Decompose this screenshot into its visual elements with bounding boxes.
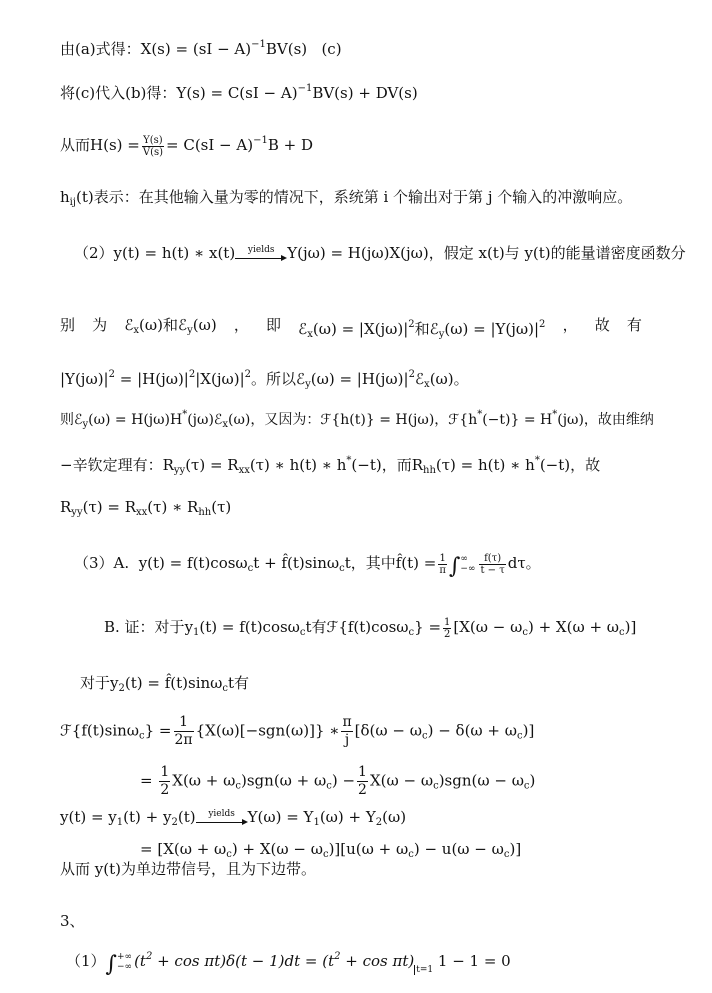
symbol: )sgn(ω + ω — [241, 771, 327, 790]
upper-limit: +∞ — [117, 952, 133, 962]
line-2 — [60, 78, 418, 104]
symbol: |X(jω)| — [195, 370, 245, 388]
fraction — [438, 553, 447, 576]
subscript: c — [235, 780, 241, 792]
line-9 — [60, 450, 600, 482]
symbol: (t) = f(t)cosω — [199, 618, 300, 636]
subscript: y — [187, 325, 193, 336]
symbol: (t — [134, 952, 146, 970]
subscript: y — [82, 419, 89, 430]
symbol: (τ) ∗ R — [147, 498, 199, 516]
subscript: hh — [423, 465, 436, 476]
text: −辛钦定理有：R — [60, 456, 174, 474]
section-number — [60, 910, 85, 932]
item-number: （1） — [66, 952, 106, 970]
arrow-icon — [235, 255, 287, 263]
subscript: 2 — [118, 683, 125, 694]
denominator: V(s) — [142, 146, 163, 158]
arrow-icon — [196, 819, 248, 827]
equation: Y(s) = C(sI − A) — [176, 84, 298, 102]
denominator: 2 — [160, 782, 170, 798]
equation — [124, 314, 216, 346]
text: 对于 — [80, 674, 111, 692]
subscript: yy — [71, 507, 83, 518]
line-10 — [60, 496, 231, 524]
subscript: x — [307, 329, 313, 340]
symbol: = — [140, 771, 153, 790]
superscript: 2 — [244, 369, 251, 380]
subscript: c — [226, 849, 232, 860]
subscript: c — [523, 780, 530, 792]
symbol: (−t)} = H — [482, 412, 553, 428]
symbol: {X(ω)[−sgn(ω)]} ∗ — [195, 721, 340, 740]
line-3 — [60, 130, 313, 158]
symbol: )] — [509, 840, 522, 858]
text: 从而 y(t)为单边带信号，且为下边带。 — [60, 860, 316, 878]
superscript: 2 — [539, 319, 546, 330]
symbol: y(t) = y — [60, 808, 117, 826]
subscript: y — [305, 379, 311, 390]
symbol: (jω)ℰ — [187, 412, 223, 428]
superscript: −1 — [253, 135, 268, 146]
integral-icon: ∫ — [448, 554, 461, 579]
subscript: x — [424, 379, 430, 390]
equation: = C(sI − A) — [166, 136, 254, 154]
line-5 — [74, 242, 686, 264]
symbol: ℰ — [414, 370, 425, 388]
fraction — [479, 553, 505, 576]
subscript: c — [247, 563, 254, 574]
symbol: (ω) = |Y(jω)| — [444, 320, 540, 338]
numerator: 1 — [358, 764, 367, 780]
symbol: (t) — [177, 808, 196, 826]
symbol: )sgn(ω − ω — [438, 771, 524, 790]
lower-limit: −∞ — [117, 962, 133, 972]
superscript: * — [552, 409, 558, 420]
integral-icon: ∫ — [105, 952, 118, 977]
denominator: π — [439, 564, 446, 576]
subscript: ij — [69, 197, 76, 208]
denominator: 2 — [444, 628, 451, 640]
subscript: hh — [198, 507, 212, 518]
superscript: 2 — [188, 369, 196, 380]
text: B. 证：对于 — [104, 618, 185, 636]
symbol: ℰ — [124, 316, 134, 334]
numerator: 1 — [160, 764, 170, 780]
text: t有 — [228, 674, 250, 692]
symbol: (τ) ∗ h(t) ∗ h — [249, 456, 347, 474]
equation: BV(s) — [265, 40, 308, 58]
subscript: c — [433, 780, 439, 792]
symbol: )][u(ω + ω — [328, 840, 409, 858]
text: 将(c)代入(b)得： — [60, 84, 177, 102]
integral-limits — [117, 952, 132, 972]
numerator: 1 — [174, 714, 194, 732]
arrow-label: yields — [247, 244, 275, 255]
text: dτ。 — [507, 554, 541, 572]
subscript: x — [133, 325, 140, 336]
symbol: (ω) — [192, 316, 217, 334]
symbol: (ω) = H(jω)H — [88, 412, 183, 428]
symbol: (ω) — [382, 808, 407, 826]
symbol: [δ(ω − ω — [354, 721, 422, 740]
symbol: R — [60, 498, 72, 516]
item-number: （3）A. — [74, 554, 130, 572]
symbol: y — [110, 674, 119, 692]
denominator: t − τ — [480, 564, 505, 576]
subscript: 1 — [193, 627, 200, 638]
line-1 — [60, 34, 342, 60]
symbol: = [X(ω + ω — [140, 840, 227, 858]
symbol: Y(ω) = Y — [247, 808, 314, 826]
symbol: h — [60, 188, 70, 206]
symbol: )] — [522, 721, 535, 740]
symbol: } = — [144, 721, 172, 740]
subscript: c — [222, 683, 228, 694]
fraction — [159, 764, 170, 799]
subscript: 1 — [313, 817, 320, 828]
fraction — [443, 617, 451, 640]
numerator: 1 — [444, 616, 451, 628]
line-7 — [60, 364, 469, 396]
subscript: 2 — [171, 817, 178, 828]
denominator: 2 — [358, 782, 367, 798]
symbol: = |H(jω)| — [114, 370, 189, 388]
superscript: * — [477, 409, 483, 420]
symbol: (ω) + Y — [319, 808, 376, 826]
line-8 — [60, 404, 654, 436]
superscript: * — [346, 455, 352, 466]
line-20 — [66, 946, 511, 981]
symbol: ) − — [331, 771, 356, 790]
line-12 — [104, 616, 636, 644]
numerator: f(τ) — [479, 553, 505, 565]
subscript: c — [517, 730, 523, 742]
text: 故 — [594, 316, 610, 334]
superscript: 2 — [408, 369, 415, 380]
symbol: (t) + y — [123, 808, 172, 826]
subscript: yy — [173, 465, 186, 476]
fraction — [174, 714, 194, 749]
text: 。所以ℰ — [251, 370, 306, 388]
text: (t)表示：在其他输入量为零的情况下，系统第 i 个输出对于第 j 个输入的冲激响应。 — [75, 188, 633, 206]
evaluation-subscript: t=1 — [416, 965, 434, 975]
superscript: 2 — [145, 951, 153, 962]
text: (jω)，故由维纳 — [557, 412, 654, 428]
denominator: 2π — [174, 732, 193, 748]
subscript: xx — [238, 465, 250, 476]
line-16 — [60, 806, 406, 834]
symbol: ) + X(ω − ω — [231, 840, 323, 858]
equation-tag: (c) — [321, 40, 342, 58]
symbol: (ω)。 — [429, 370, 469, 388]
yields-arrow — [196, 810, 248, 827]
text: (ω)，又因为：ℱ{h(t)} = H(jω)，ℱ{h — [228, 412, 478, 428]
text: (−t)，而R — [351, 456, 424, 474]
text: ， — [233, 316, 249, 334]
integral-limits — [460, 554, 475, 574]
superscript: 2 — [108, 369, 115, 380]
equation: Y(jω) = H(jω)X(jω) — [287, 244, 429, 262]
subscript: 1 — [116, 817, 124, 828]
equation: y(t) = h(t) ∗ x(t) — [113, 244, 236, 262]
text: ， — [562, 316, 578, 334]
text: 为 — [92, 316, 108, 334]
subscript: c — [299, 627, 306, 638]
upper-limit: ∞ — [460, 554, 468, 564]
fraction — [341, 714, 352, 749]
subscript: c — [503, 849, 510, 860]
line-13 — [80, 672, 249, 700]
subscript: c — [139, 730, 145, 742]
numerator: π — [342, 714, 352, 730]
symbol: X(ω + ω — [172, 771, 236, 790]
subscript: c — [619, 627, 625, 638]
superscript: −1 — [297, 83, 313, 94]
text: 则ℰ — [60, 412, 83, 428]
text: 3、 — [60, 912, 85, 930]
text: t，其中f̂(t) = — [344, 554, 437, 572]
subscript: c — [421, 730, 428, 742]
line-14 — [60, 714, 534, 749]
symbol: (ω) = |X(jω)| — [312, 320, 409, 338]
text: 由(a)式得： — [60, 40, 141, 58]
equation: BV(s) + DV(s) — [312, 84, 418, 102]
subscript: xx — [136, 507, 148, 518]
subscript: 2 — [375, 817, 383, 828]
symbol: } = — [414, 618, 442, 636]
text: 有 — [626, 316, 642, 334]
numerator: 1 — [439, 552, 446, 564]
symbol: |Y(jω)| — [60, 370, 109, 388]
symbol: 和ℰ — [414, 320, 439, 338]
symbol: ) — [529, 771, 536, 790]
arrow-label: yields — [208, 808, 235, 819]
symbol: ) − δ(ω + ω — [427, 721, 518, 740]
yields-arrow — [235, 246, 287, 263]
numerator: Y(s) — [143, 134, 163, 146]
line-6 — [60, 314, 642, 346]
symbol: (τ) = R — [82, 498, 137, 516]
line-4 — [60, 186, 632, 214]
symbol: (τ) = h(t) ∗ h — [435, 456, 535, 474]
symbol: y — [184, 618, 194, 636]
equation: X(s) = (sI − A) — [140, 40, 252, 58]
symbol: )] — [624, 618, 637, 636]
symbol: (t) = f̂(t)sinω — [124, 674, 223, 692]
line-18 — [60, 858, 316, 880]
symbol: (ω) = |H(jω)| — [310, 370, 409, 388]
symbol: ℰ — [298, 320, 308, 338]
equation: t + f̂(t)sinω — [253, 554, 340, 572]
subscript: x — [222, 419, 229, 430]
text: 即 — [265, 316, 281, 334]
equation — [298, 314, 545, 346]
line-15 — [140, 764, 535, 799]
equation: H(s) = — [90, 136, 140, 154]
text: t有ℱ{f(t)cosω — [305, 618, 409, 636]
lower-limit: −∞ — [460, 564, 476, 574]
subscript: c — [522, 627, 528, 638]
symbol: 1 − 1 = 0 — [433, 952, 511, 970]
subscript: c — [408, 627, 415, 638]
symbol: (τ) = R — [185, 456, 239, 474]
symbol: ℱ{f(t)sinω — [60, 721, 140, 740]
superscript: 2 — [408, 319, 415, 330]
symbol: (τ) — [211, 498, 232, 516]
superscript: * — [182, 409, 188, 420]
superscript: 2 — [334, 951, 341, 962]
fraction — [357, 764, 368, 799]
subscript: c — [322, 849, 329, 860]
subscript: c — [339, 563, 345, 574]
text: (−t)，故 — [539, 456, 601, 474]
symbol: ) + X(ω + ω — [527, 618, 620, 636]
equation: B + D — [267, 136, 313, 154]
superscript: −1 — [251, 39, 266, 50]
fraction — [142, 135, 164, 158]
subscript: y — [438, 329, 445, 340]
line-11 — [74, 552, 541, 580]
superscript: * — [534, 455, 540, 466]
symbol: ) − u(ω − ω — [413, 840, 504, 858]
equation: y(t) = f(t)cosω — [138, 554, 248, 572]
subscript: c — [326, 780, 332, 792]
symbol: X(ω − ω — [369, 771, 434, 790]
item-number: （2） — [74, 244, 114, 262]
text: ，假定 x(t)与 y(t)的能量谱密度函数分 — [428, 244, 686, 262]
denominator: j — [344, 732, 350, 748]
symbol: [X(ω − ω — [453, 618, 523, 636]
symbol: (ω)和ℰ — [139, 316, 188, 334]
subscript: c — [408, 849, 414, 860]
symbol: + cos πt)δ(t − 1)dt = (t — [152, 952, 335, 970]
text: 从而 — [60, 136, 91, 154]
symbol: + cos πt) — [340, 952, 415, 970]
text: 别 — [60, 316, 76, 334]
